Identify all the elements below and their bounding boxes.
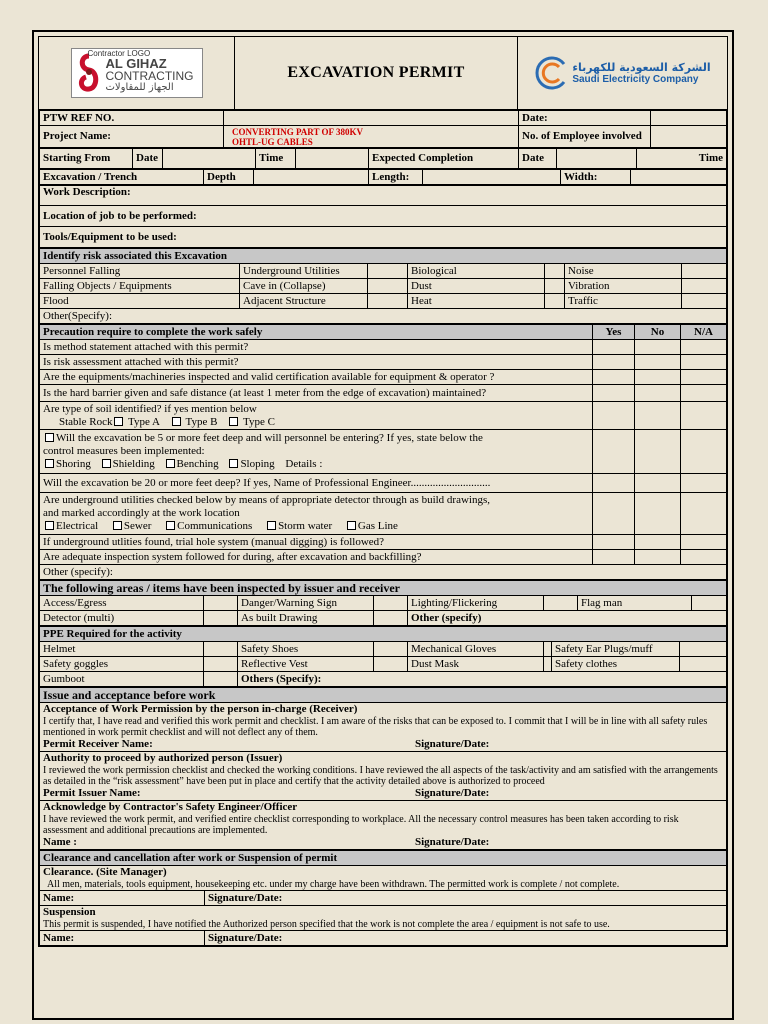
yes-cell[interactable]: [593, 430, 635, 474]
risk-personnel-falling: Personnel Falling: [40, 264, 240, 279]
safety-officer-statement: I have reviewed the work permit, and verified entire checklist corresponding to workplace. All the necessary control measures has been taken according to risk assessment and additional precautions are implemented.: [43, 814, 679, 836]
na-cell[interactable]: [681, 430, 727, 474]
ppe-check[interactable]: [204, 657, 238, 672]
gas-line-checkbox[interactable]: [347, 521, 356, 530]
permit-page: [32, 30, 734, 1020]
location-label: Location of job to be performed:: [43, 209, 197, 222]
precaution-question: Is method statement attached with this permit?: [40, 340, 593, 355]
risk-header: Identify risk associated this Excavation: [40, 249, 727, 264]
safety-officer-section: [40, 801, 727, 850]
precaution-question: Is risk assessment attached with this permit?: [40, 355, 593, 370]
work-details-table: [39, 185, 727, 248]
risk-check[interactable]: [368, 279, 408, 294]
precaution-question: Are underground utilities checked below by means of appropriate detector through as build drawings,: [43, 494, 491, 506]
na-cell[interactable]: [681, 535, 727, 550]
start-time-field[interactable]: [296, 149, 369, 169]
na-cell[interactable]: [681, 402, 727, 430]
risk-falling-objects: Falling Objects / Equipments: [40, 279, 240, 294]
ppe-check[interactable]: [680, 642, 727, 657]
risk-biological: Biological: [408, 264, 545, 279]
utilities-question: [40, 493, 593, 535]
receiver-statement: I certify that, I have read and verified this work permit and checklist. I am aware of the risks that can be exposed to. I commit that I will be in line with all safety rules mentioned in work permit checklist and will not deflect any of them.: [43, 716, 708, 738]
benching-checkbox[interactable]: [166, 459, 175, 468]
risk-other-label: Other(Specify):: [43, 309, 113, 322]
ppe-table: [39, 626, 727, 687]
clearance-section: [40, 866, 727, 891]
risk-check[interactable]: [545, 294, 565, 309]
inspected-lighting: Lighting/Flickering: [408, 596, 544, 611]
risk-check[interactable]: [682, 264, 727, 279]
inspected-flag-man: Flag man: [578, 596, 692, 611]
receiver-signature-label: Signature/Date:: [415, 738, 490, 750]
client-name: Saudi Electricity Company: [572, 74, 699, 85]
excavation-trench-label: Excavation / Trench: [40, 170, 204, 185]
yes-cell[interactable]: [593, 385, 635, 402]
start-date-label: Date: [133, 149, 163, 169]
issuer-section: [40, 752, 727, 801]
yes-cell[interactable]: [593, 550, 635, 565]
ppe-safety-clothes: Safety clothes: [552, 657, 680, 672]
precaution-other-label: Other (specify):: [43, 565, 113, 578]
na-cell[interactable]: [681, 355, 727, 370]
na-header: N/A: [681, 325, 727, 340]
risk-underground-utilities: Underground Utilities: [240, 264, 368, 279]
precaution-question-cont: control measures been implemented:: [43, 445, 205, 457]
start-date-field[interactable]: [163, 149, 256, 169]
yes-cell[interactable]: [593, 535, 635, 550]
project-name-line-2: OHTL-UG CABLES: [232, 136, 313, 147]
contractor-name: AL GIHAZ: [105, 56, 167, 71]
ppe-ear-plugs: Safety Ear Plugs/muff: [552, 642, 680, 657]
stable-rock-checkbox[interactable]: [45, 433, 54, 442]
safety-officer-title: Acknowledge by Contractor's Safety Engineer/Officer: [43, 801, 298, 813]
risk-flood: Flood: [40, 294, 240, 309]
risk-traffic: Traffic: [565, 294, 682, 309]
contractor-logo-cell: [39, 37, 235, 109]
suspension-signature-field[interactable]: [205, 931, 727, 946]
inspected-access-egress: Access/Egress: [40, 596, 204, 611]
permit-form: [38, 36, 728, 947]
ppe-helmet: Helmet: [40, 642, 204, 657]
suspension-name-field[interactable]: [40, 931, 205, 946]
risk-cave-in: Cave in (Collapse): [240, 279, 368, 294]
contractor-name-2: CONTRACTING: [105, 69, 194, 83]
tools-field[interactable]: [40, 227, 727, 248]
yes-cell[interactable]: [593, 340, 635, 355]
shoring-checkbox[interactable]: [45, 459, 54, 468]
width-label: Width:: [561, 170, 631, 185]
soil-type-question: [40, 402, 593, 430]
risk-dust: Dust: [408, 279, 545, 294]
soil-stable-rock-label: Stable Rock: [59, 415, 113, 428]
sec-logo-icon: [534, 56, 568, 90]
sewer-label: Sewer: [123, 520, 152, 532]
storm-water-checkbox[interactable]: [267, 521, 276, 530]
contractor-name-ar: الجهاز للمقاولات: [105, 82, 174, 93]
details-label: Details :: [285, 458, 323, 470]
clearance-statement: All men, materials, tools equipment, housekeeping etc. under my charge have been withdrawn. The permitted work is complete / not complete.: [47, 879, 620, 890]
precaution-question: Are adequate inspection system followed for during, after excavation and backfilling?: [40, 550, 593, 565]
inspect-check[interactable]: [692, 596, 727, 611]
no-header: No: [635, 325, 681, 340]
inspected-detector: Detector (multi): [40, 611, 204, 626]
ptw-ref-label: PTW REF NO.: [40, 111, 224, 126]
no-cell[interactable]: [635, 430, 681, 474]
ppe-dust-mask: Dust Mask: [408, 657, 544, 672]
na-cell[interactable]: [681, 493, 727, 535]
inspect-check[interactable]: [204, 611, 238, 626]
inspected-as-built-drawing: As built Drawing: [238, 611, 374, 626]
ppe-safety-shoes: Safety Shoes: [238, 642, 374, 657]
no-cell[interactable]: [635, 355, 681, 370]
schedule-table: [39, 148, 727, 169]
electrical-checkbox[interactable]: [45, 521, 54, 530]
depth-control-question: [40, 430, 593, 474]
suspension-statement: This permit is suspended, I have notified the Authorized person specified that the work is not complete the area / equipment is not safe to use.: [43, 919, 610, 930]
risk-check[interactable]: [368, 294, 408, 309]
shoring-label: Shoring: [56, 458, 91, 470]
yes-cell[interactable]: [593, 474, 635, 493]
inspect-check[interactable]: [374, 596, 408, 611]
risk-check[interactable]: [682, 279, 727, 294]
na-cell[interactable]: [681, 340, 727, 355]
clearance-name-label: Name:: [43, 891, 75, 904]
title-cell: [235, 37, 518, 109]
electrical-label: Electrical: [56, 520, 99, 532]
clearance-table: [39, 850, 727, 946]
width-field[interactable]: [631, 170, 727, 185]
no-cell[interactable]: [635, 535, 681, 550]
precaution-header: Precaution require to complete the work safely: [40, 325, 593, 340]
suspension-signature-label: Signature/Date:: [208, 931, 283, 944]
inspected-other-field[interactable]: [408, 611, 727, 626]
no-cell[interactable]: [635, 550, 681, 565]
end-date-label: Date: [519, 149, 557, 169]
storm-water-label: Storm water: [278, 520, 333, 532]
clearance-header: Clearance and cancellation after work or Suspension of permit: [40, 851, 727, 866]
contractor-logo-caption: Contractor LOGO: [87, 49, 151, 58]
yes-cell[interactable]: [593, 402, 635, 430]
end-time-label: Time: [637, 149, 727, 169]
issue-table: [39, 687, 727, 850]
precaution-question: Are the equipments/machineries inspected and valid certification available for equipment & operator ?: [40, 370, 593, 385]
na-cell[interactable]: [681, 474, 727, 493]
work-description-label: Work Description:: [43, 186, 131, 198]
ppe-header: PPE Required for the activity: [40, 627, 727, 642]
precaution-table: [39, 324, 727, 580]
precaution-question: Is the hard barrier given and safe distance (at least 1 meter from the edge of excavation) maintained?: [40, 385, 593, 402]
receiver-section: [40, 703, 727, 752]
dimensions-table: [39, 169, 727, 185]
clearance-signature-label: Signature/Date:: [208, 891, 283, 904]
risk-check[interactable]: [368, 264, 408, 279]
yes-header: Yes: [593, 325, 635, 340]
client-name-ar: الشركة السعودية للكهرباء: [572, 61, 711, 74]
risk-adjacent-structure: Adjacent Structure: [240, 294, 368, 309]
inspected-other-label: Other (specify): [411, 611, 482, 624]
issuer-statement: I reviewed the work permission checklist and checked the working conditions. I have reviewed the all aspects of the task/activity and am satisfied with the arrangements as detailed in the “risk assessment” have been put in place and certify that the activity detailed above is authorized to proceed: [43, 765, 718, 787]
precaution-question: If underground utlities found, trial hole system (manual digging) is followed?: [40, 535, 593, 550]
starting-from-label: Starting From: [40, 149, 133, 169]
length-field[interactable]: [423, 170, 561, 185]
end-date-field[interactable]: [557, 149, 637, 169]
soil-type-a-checkbox[interactable]: [114, 417, 123, 426]
precaution-question: Will the excavation be 5 or more feet deep and will personnel be entering? If yes, state below the: [56, 432, 483, 444]
issuer-signature-label: Signature/Date:: [415, 787, 490, 799]
issuer-name-label: Permit Issuer Name:: [43, 787, 141, 799]
sewer-checkbox[interactable]: [113, 521, 122, 530]
shielding-checkbox[interactable]: [102, 459, 111, 468]
sloping-checkbox[interactable]: [229, 459, 238, 468]
inspected-header: The following areas / items have been inspected by issuer and receiver: [40, 581, 727, 596]
no-cell[interactable]: [635, 493, 681, 535]
precaution-other-field[interactable]: [40, 565, 727, 580]
ppe-check[interactable]: [374, 642, 408, 657]
location-field[interactable]: [40, 206, 727, 227]
precaution-question: Are type of soil identified? if yes mention below: [43, 402, 257, 415]
inspect-check[interactable]: [204, 596, 238, 611]
risk-table: [39, 248, 727, 324]
soil-type-c-label: Type C: [243, 415, 275, 428]
soil-type-c-checkbox[interactable]: [229, 417, 238, 426]
no-cell[interactable]: [635, 402, 681, 430]
ppe-check[interactable]: [204, 642, 238, 657]
length-label: Length:: [369, 170, 423, 185]
risk-noise: Noise: [565, 264, 682, 279]
yes-cell[interactable]: [593, 493, 635, 535]
suspension-section: [40, 906, 727, 931]
yes-cell[interactable]: [593, 355, 635, 370]
precaution-question: Will the excavation be 20 or more feet deep? If yes, Name of Professional Engineer.............................: [40, 474, 593, 493]
employees-label: No. of Employee involved: [519, 126, 651, 148]
depth-label: Depth: [204, 170, 254, 185]
ppe-check[interactable]: [374, 657, 408, 672]
ptw-ref-field[interactable]: [224, 111, 519, 126]
precaution-question-cont: and marked accordingly at the work location: [43, 507, 240, 519]
inspected-table: [39, 580, 727, 626]
clearance-title: Clearance. (Site Manager): [43, 866, 167, 878]
communications-label: Communications: [177, 520, 253, 532]
risk-other-field[interactable]: [40, 309, 727, 324]
shielding-label: Shielding: [112, 458, 155, 470]
inspected-warning-sign: Danger/Warning Sign: [238, 596, 374, 611]
risk-check[interactable]: [545, 264, 565, 279]
soil-type-a-label: Type A: [128, 415, 160, 428]
na-cell[interactable]: [681, 385, 727, 402]
ppe-check[interactable]: [544, 642, 552, 657]
risk-vibration: Vibration: [565, 279, 682, 294]
inspect-check[interactable]: [544, 596, 578, 611]
yes-cell[interactable]: [593, 370, 635, 385]
ppe-gumboot: Gumboot: [40, 672, 204, 687]
permit-header: [39, 37, 727, 110]
receiver-title: Acceptance of Work Permission by the person in-charge (Receiver): [43, 703, 358, 715]
tools-label: Tools/Equipment to be used:: [43, 230, 177, 243]
contractor-logo-icon: [76, 53, 102, 93]
receiver-name-label: Permit Receiver Name:: [43, 738, 153, 750]
project-name-value[interactable]: [224, 126, 519, 148]
ppe-check[interactable]: [544, 657, 552, 672]
safety-officer-signature-label: Signature/Date:: [415, 836, 490, 848]
issuer-title: Authority to proceed by authorized person (Issuer): [43, 752, 283, 764]
ppe-check[interactable]: [204, 672, 238, 687]
no-cell[interactable]: [635, 370, 681, 385]
employees-field[interactable]: [651, 126, 727, 148]
soil-type-b-label: Type B: [185, 415, 218, 428]
inspect-check[interactable]: [374, 611, 408, 626]
communications-checkbox[interactable]: [166, 521, 175, 530]
risk-check[interactable]: [545, 279, 565, 294]
project-info-table: [39, 110, 727, 148]
benching-label: Benching: [176, 458, 219, 470]
client-logo-cell: [518, 37, 727, 109]
suspension-title: Suspension: [43, 906, 96, 918]
work-description-field[interactable]: [40, 186, 727, 206]
ppe-safety-goggles: Safety goggles: [40, 657, 204, 672]
risk-heat: Heat: [408, 294, 545, 309]
na-cell[interactable]: [681, 550, 727, 565]
soil-type-b-checkbox[interactable]: [172, 417, 181, 426]
project-name-label: Project Name:: [40, 126, 224, 148]
start-time-label: Time: [256, 149, 296, 169]
ppe-reflective-vest: Reflective Vest: [238, 657, 374, 672]
contractor-logo: [71, 48, 203, 98]
clearance-signature-field[interactable]: [205, 891, 727, 906]
clearance-name-field[interactable]: [40, 891, 205, 906]
suspension-name-label: Name:: [43, 931, 75, 944]
safety-officer-name-label: Name :: [43, 836, 77, 848]
na-cell[interactable]: [681, 370, 727, 385]
depth-field[interactable]: [254, 170, 369, 185]
risk-check[interactable]: [682, 294, 727, 309]
ppe-check[interactable]: [680, 657, 727, 672]
ppe-mechanical-gloves: Mechanical Gloves: [408, 642, 544, 657]
project-name-line-1: CONVERTING PART OF 380KV: [232, 126, 363, 137]
page-title: EXCAVATION PERMIT: [287, 64, 465, 81]
no-cell[interactable]: [635, 340, 681, 355]
expected-completion-label: Expected Completion: [369, 149, 519, 169]
no-cell[interactable]: [635, 474, 681, 493]
date-field[interactable]: [651, 111, 727, 126]
ppe-others-label: Others (Specify):: [241, 672, 322, 685]
date-label: Date:: [519, 111, 651, 126]
gas-line-label: Gas Line: [357, 520, 398, 532]
no-cell[interactable]: [635, 385, 681, 402]
ppe-others-field[interactable]: [238, 672, 727, 687]
sloping-label: Sloping: [240, 458, 275, 470]
issue-header: Issue and acceptance before work: [40, 688, 727, 703]
